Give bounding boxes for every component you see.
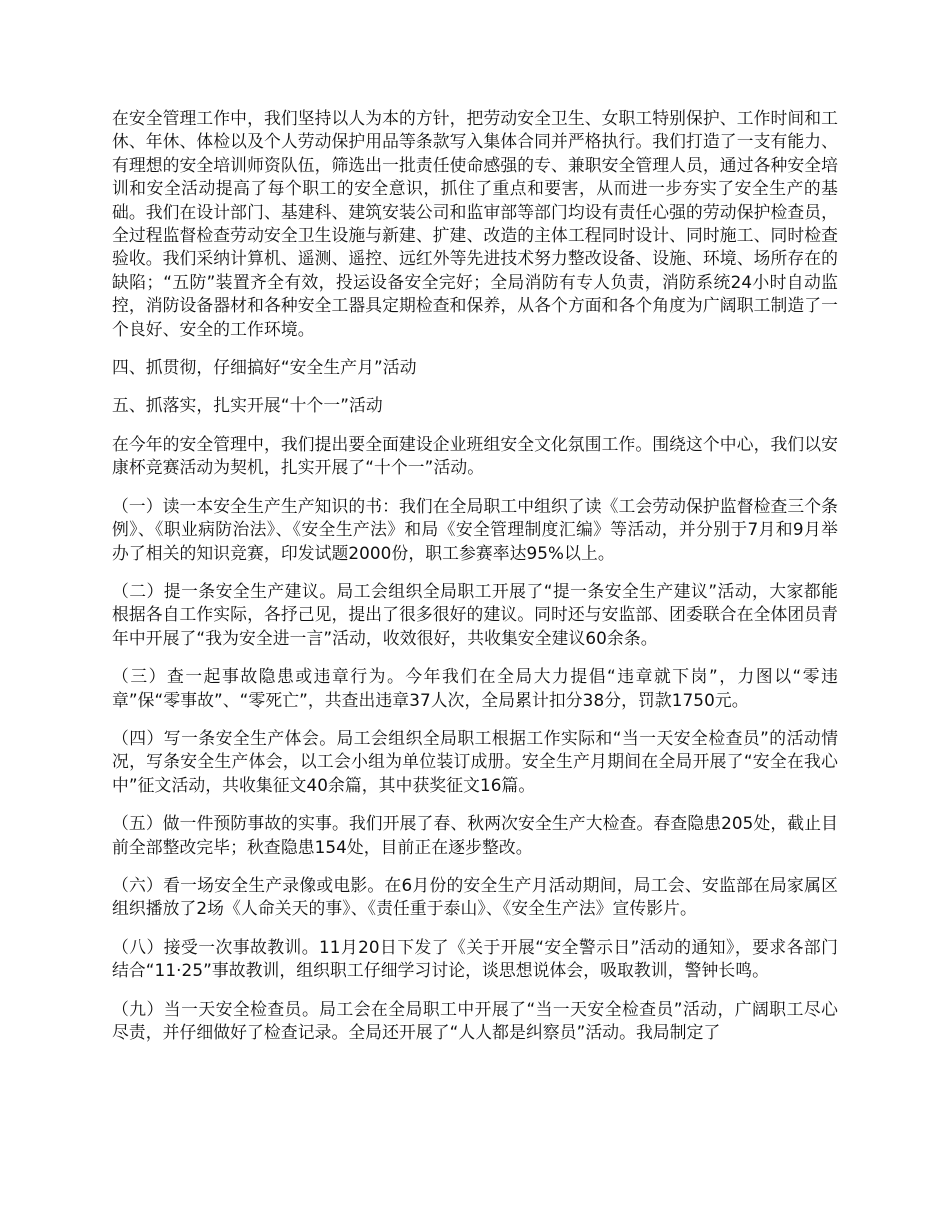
paragraph-item-1: （一）读一本安全生产生产知识的书：我们在全局职工中组织了读《工会劳动保护监督检查三个条例》、《职业病防治法》、《安全生产法》和局《安全管理制度汇编》等活动，并分别于7月和9月举办了相关的知识竞赛，印发试题2000份，职工参赛率达95%以上。 bbox=[112, 495, 838, 563]
paragraph-item-8: （八）接受一次事故教训。11月20日下发了《关于开展“安全警示日”活动的通知》，要求各部门结合“11·25”事故教训，组织职工仔细学习讨论，谈思想说体会，吸取教训，警钟长鸣。 bbox=[112, 936, 838, 981]
paragraph-item-3: （三）查一起事故隐患或违章行为。今年我们在全局大力提倡“违章就下岗”，力图以“零违章”保“零事故”、“零死亡”，共查出违章37人次，全局累计扣分38分，罚款1750元。 bbox=[112, 666, 838, 710]
section-heading-5: 五、抓落实，扎实开展“十个一”活动 bbox=[112, 395, 383, 416]
paragraph-item-4: （四）写一条安全生产体会。局工会组织全局职工根据工作实际和“当一天安全检查员”的活动情况，写条安全生产体会，以工会小组为单位装订成册。安全生产月期间在全局开展了“安全在我心中”征文活动，共收集征文40余篇，其中获奖征文16篇。 bbox=[112, 727, 838, 795]
paragraph-ten-ones-intro: 在今年的安全管理中，我们提出要全面建设企业班组安全文化氛围工作。围绕这个中心，我们以安康杯竞赛活动为契机，扎实开展了“十个一”活动。 bbox=[112, 433, 838, 478]
paragraph-item-9: （九）当一天安全检查员。局工会在全局职工中开展了“当一天安全检查员”活动，广阔职工尽心尽责，并仔细做好了检查记录。全局还开展了“人人都是纠察员”活动。我局制定了 bbox=[112, 998, 838, 1042]
paragraph-item-6: （六）看一场安全生产录像或电影。在6月份的安全生产月活动期间，局工会、安监部在局家属区组织播放了2场《人命关天的事》、《责任重于泰山》、《安全生产法》宣传影片。 bbox=[112, 874, 838, 919]
document-body bbox=[112, 107, 838, 1044]
section-heading-4: 四、抓贯彻，仔细搞好“安全生产月”活动 bbox=[112, 357, 417, 378]
paragraph-safety-management: 在安全管理工作中，我们坚持以人为本的方针，把劳动安全卫生、女职工特别保护、工作时间和工休、年休、体检以及个人劳动保护用品等条款写入集体合同并严格执行。我们打造了一支有能力、有理想的安全培训师资队伍，筛选出一批责任使命感强的专、兼职安全管理人员，通过各种安全培训和安全活动提高了每个职工的安全意识，抓住了重点和要害，从而进一步夯实了安全生产的基础。我们在设计部门、基建科、建筑安装公司和监审部等部门均设有责任心强的劳动保护检查员，全过程监督检查劳动安全卫生设施与新建、扩建、改造的主体工程同时设计、同时施工、同时检查验收。我们采纳计算机、遥测、遥控、远红外等先进技术努力整改设备、设施、环境、场所存在的缺陷；“五防”装置齐全有效，投运设备安全完好；全局消防有专人负责，消防系统24小时自动监控，消防设备器材和各种安全工器具定期检查和保养，从各个方面和各个角度为广阔职工制造了一个良好、安全的工作环境。 bbox=[112, 108, 838, 339]
paragraph-item-5: （五）做一件预防事故的实事。我们开展了春、秋两次安全生产大检查。春查隐患205处，截止目前全部整改完毕；秋查隐患154处，目前正在逐步整改。 bbox=[112, 813, 838, 857]
paragraph-item-2: （二）提一条安全生产建议。局工会组织全局职工开展了“提一条安全生产建议”活动，大家都能根据各自工作实际，各抒己见，提出了很多很好的建议。同时还与安监部、团委联合在全体团员青年中开展了“我为安全进一言”活动，收效很好，共收集安全建议60余条。 bbox=[112, 580, 838, 648]
